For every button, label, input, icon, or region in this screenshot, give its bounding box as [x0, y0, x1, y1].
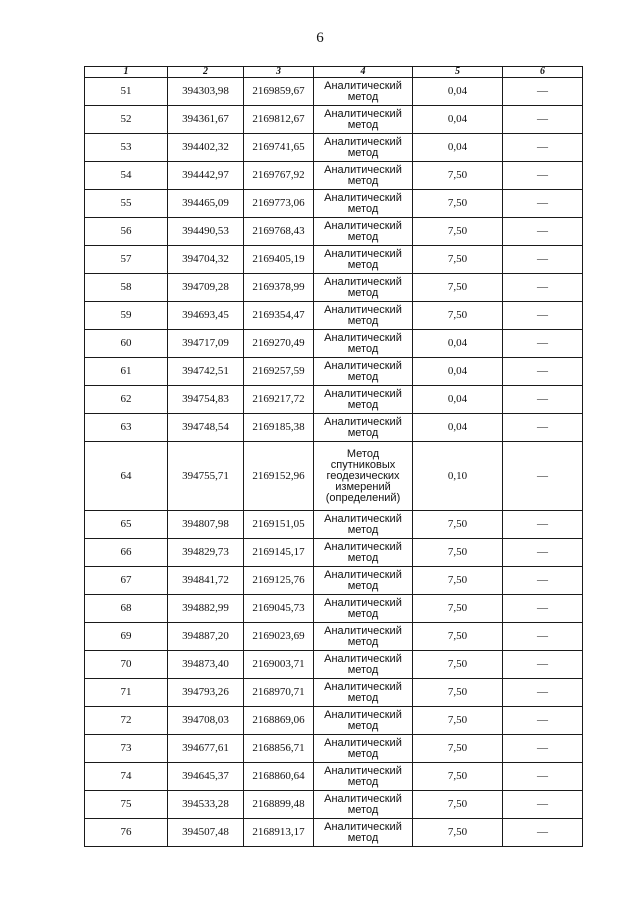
x-coordinate-cell: 394465,09: [168, 190, 244, 218]
table-row: [85, 735, 583, 763]
table-row: [85, 218, 583, 246]
method-cell: Аналитический метод: [314, 218, 413, 246]
table-row: [85, 190, 583, 218]
note-cell: —: [503, 106, 583, 134]
y-coordinate-cell: 2169768,43: [244, 218, 314, 246]
y-coordinate-cell: 2169354,47: [244, 302, 314, 330]
x-coordinate-cell: 394704,32: [168, 246, 244, 274]
x-coordinate-cell: 394873,40: [168, 651, 244, 679]
table-row: [85, 567, 583, 595]
x-coordinate-cell: 394717,09: [168, 330, 244, 358]
point-number-cell: 51: [85, 78, 168, 106]
note-cell: —: [503, 511, 583, 539]
point-number-cell: 62: [85, 386, 168, 414]
note-cell: —: [503, 623, 583, 651]
x-coordinate-cell: 394755,71: [168, 442, 244, 511]
x-coordinate-cell: 394693,45: [168, 302, 244, 330]
note-cell: —: [503, 539, 583, 567]
note-cell: —: [503, 707, 583, 735]
method-cell: Аналитический метод: [314, 358, 413, 386]
method-cell: Аналитический метод: [314, 595, 413, 623]
note-cell: —: [503, 358, 583, 386]
accuracy-cell: 0,04: [413, 134, 503, 162]
column-header: 3: [244, 67, 314, 78]
accuracy-cell: 7,50: [413, 819, 503, 847]
accuracy-cell: 0,04: [413, 414, 503, 442]
note-cell: —: [503, 386, 583, 414]
method-cell: Аналитический метод: [314, 735, 413, 763]
point-number-cell: 56: [85, 218, 168, 246]
y-coordinate-cell: 2169378,99: [244, 274, 314, 302]
note-cell: —: [503, 651, 583, 679]
table-row: [85, 539, 583, 567]
method-cell: Аналитический метод: [314, 819, 413, 847]
method-cell: Аналитический метод: [314, 78, 413, 106]
accuracy-cell: 7,50: [413, 162, 503, 190]
y-coordinate-cell: 2169003,71: [244, 651, 314, 679]
accuracy-cell: 7,50: [413, 218, 503, 246]
table-row: [85, 595, 583, 623]
table-row: [85, 386, 583, 414]
x-coordinate-cell: 394361,67: [168, 106, 244, 134]
point-number-cell: 68: [85, 595, 168, 623]
method-cell: Аналитический метод: [314, 679, 413, 707]
x-coordinate-cell: 394507,48: [168, 819, 244, 847]
point-number-cell: 53: [85, 134, 168, 162]
x-coordinate-cell: 394754,83: [168, 386, 244, 414]
point-number-cell: 54: [85, 162, 168, 190]
method-cell: Аналитический метод: [314, 330, 413, 358]
table-row: [85, 511, 583, 539]
y-coordinate-cell: 2169270,49: [244, 330, 314, 358]
table-row: [85, 819, 583, 847]
table-row: [85, 763, 583, 791]
column-header: 4: [314, 67, 413, 78]
y-coordinate-cell: 2169767,92: [244, 162, 314, 190]
accuracy-cell: 7,50: [413, 707, 503, 735]
method-cell: Аналитический метод: [314, 623, 413, 651]
method-cell: Аналитический метод: [314, 106, 413, 134]
accuracy-cell: 0,04: [413, 358, 503, 386]
table-row: [85, 791, 583, 819]
y-coordinate-cell: 2169741,65: [244, 134, 314, 162]
point-number-cell: 71: [85, 679, 168, 707]
accuracy-cell: 7,50: [413, 274, 503, 302]
method-cell: Аналитический метод: [314, 302, 413, 330]
y-coordinate-cell: 2168913,17: [244, 819, 314, 847]
table-row: [85, 651, 583, 679]
column-header: 5: [413, 67, 503, 78]
note-cell: —: [503, 246, 583, 274]
y-coordinate-cell: 2169125,76: [244, 567, 314, 595]
accuracy-cell: 7,50: [413, 302, 503, 330]
y-coordinate-cell: 2168869,06: [244, 707, 314, 735]
y-coordinate-cell: 2168970,71: [244, 679, 314, 707]
method-cell: Аналитический метод: [314, 539, 413, 567]
point-number-cell: 52: [85, 106, 168, 134]
method-cell: Аналитический метод: [314, 162, 413, 190]
y-coordinate-cell: 2168899,48: [244, 791, 314, 819]
coordinates-table: [84, 66, 583, 847]
x-coordinate-cell: 394882,99: [168, 595, 244, 623]
note-cell: —: [503, 595, 583, 623]
accuracy-cell: 0,04: [413, 78, 503, 106]
note-cell: —: [503, 330, 583, 358]
point-number-cell: 64: [85, 442, 168, 511]
accuracy-cell: 7,50: [413, 567, 503, 595]
y-coordinate-cell: 2169151,05: [244, 511, 314, 539]
accuracy-cell: 7,50: [413, 623, 503, 651]
point-number-cell: 65: [85, 511, 168, 539]
table-row: [85, 246, 583, 274]
column-header: 1: [85, 67, 168, 78]
note-cell: —: [503, 819, 583, 847]
x-coordinate-cell: 394829,73: [168, 539, 244, 567]
column-header: 6: [503, 67, 583, 78]
note-cell: —: [503, 78, 583, 106]
point-number-cell: 69: [85, 623, 168, 651]
method-cell: Аналитический метод: [314, 134, 413, 162]
note-cell: —: [503, 162, 583, 190]
note-cell: —: [503, 302, 583, 330]
accuracy-cell: 0,04: [413, 386, 503, 414]
accuracy-cell: 7,50: [413, 595, 503, 623]
table-row: [85, 134, 583, 162]
method-cell: Аналитический метод: [314, 567, 413, 595]
accuracy-cell: 7,50: [413, 791, 503, 819]
table-row: [85, 162, 583, 190]
accuracy-cell: 7,50: [413, 190, 503, 218]
y-coordinate-cell: 2169023,69: [244, 623, 314, 651]
accuracy-cell: 0,04: [413, 106, 503, 134]
point-number-cell: 76: [85, 819, 168, 847]
table-row: [85, 679, 583, 707]
point-number-cell: 61: [85, 358, 168, 386]
y-coordinate-cell: 2169145,17: [244, 539, 314, 567]
x-coordinate-cell: 394793,26: [168, 679, 244, 707]
x-coordinate-cell: 394303,98: [168, 78, 244, 106]
y-coordinate-cell: 2169045,73: [244, 595, 314, 623]
x-coordinate-cell: 394490,53: [168, 218, 244, 246]
point-number-cell: 60: [85, 330, 168, 358]
method-cell: Аналитический метод: [314, 414, 413, 442]
accuracy-cell: 0,10: [413, 442, 503, 511]
y-coordinate-cell: 2168860,64: [244, 763, 314, 791]
method-cell: Аналитический метод: [314, 707, 413, 735]
method-cell: Аналитический метод: [314, 246, 413, 274]
accuracy-cell: 7,50: [413, 511, 503, 539]
method-cell: Аналитический метод: [314, 190, 413, 218]
point-number-cell: 67: [85, 567, 168, 595]
accuracy-cell: 0,04: [413, 330, 503, 358]
y-coordinate-cell: 2169405,19: [244, 246, 314, 274]
note-cell: —: [503, 274, 583, 302]
accuracy-cell: 7,50: [413, 735, 503, 763]
note-cell: —: [503, 791, 583, 819]
method-cell: Метод спутниковых геодезических измерений (определений): [314, 442, 413, 511]
table-header-row: [85, 67, 583, 78]
method-cell: Аналитический метод: [314, 511, 413, 539]
accuracy-cell: 7,50: [413, 651, 503, 679]
point-number-cell: 72: [85, 707, 168, 735]
note-cell: —: [503, 679, 583, 707]
note-cell: —: [503, 442, 583, 511]
table-row: [85, 78, 583, 106]
point-number-cell: 58: [85, 274, 168, 302]
table-row: [85, 442, 583, 511]
point-number-cell: 59: [85, 302, 168, 330]
note-cell: —: [503, 735, 583, 763]
note-cell: —: [503, 190, 583, 218]
point-number-cell: 70: [85, 651, 168, 679]
table-row: [85, 106, 583, 134]
table-row: [85, 414, 583, 442]
method-cell: Аналитический метод: [314, 274, 413, 302]
x-coordinate-cell: 394708,03: [168, 707, 244, 735]
x-coordinate-cell: 394709,28: [168, 274, 244, 302]
x-coordinate-cell: 394645,37: [168, 763, 244, 791]
point-number-cell: 74: [85, 763, 168, 791]
y-coordinate-cell: 2169859,67: [244, 78, 314, 106]
method-cell: Аналитический метод: [314, 791, 413, 819]
note-cell: —: [503, 134, 583, 162]
note-cell: —: [503, 763, 583, 791]
method-cell: Аналитический метод: [314, 763, 413, 791]
point-number-cell: 75: [85, 791, 168, 819]
x-coordinate-cell: 394887,20: [168, 623, 244, 651]
point-number-cell: 57: [85, 246, 168, 274]
y-coordinate-cell: 2169152,96: [244, 442, 314, 511]
y-coordinate-cell: 2169257,59: [244, 358, 314, 386]
x-coordinate-cell: 394742,51: [168, 358, 244, 386]
note-cell: —: [503, 567, 583, 595]
x-coordinate-cell: 394807,98: [168, 511, 244, 539]
y-coordinate-cell: 2169773,06: [244, 190, 314, 218]
page-number: 6: [316, 30, 324, 46]
accuracy-cell: 7,50: [413, 246, 503, 274]
x-coordinate-cell: 394677,61: [168, 735, 244, 763]
point-number-cell: 55: [85, 190, 168, 218]
x-coordinate-cell: 394442,97: [168, 162, 244, 190]
point-number-cell: 63: [85, 414, 168, 442]
point-number-cell: 73: [85, 735, 168, 763]
note-cell: —: [503, 414, 583, 442]
accuracy-cell: 7,50: [413, 679, 503, 707]
accuracy-cell: 7,50: [413, 763, 503, 791]
table-row: [85, 358, 583, 386]
y-coordinate-cell: 2169217,72: [244, 386, 314, 414]
column-header: 2: [168, 67, 244, 78]
x-coordinate-cell: 394748,54: [168, 414, 244, 442]
table-body: [85, 78, 583, 847]
y-coordinate-cell: 2168856,71: [244, 735, 314, 763]
table-row: [85, 623, 583, 651]
method-cell: Аналитический метод: [314, 386, 413, 414]
table-row: [85, 330, 583, 358]
note-cell: —: [503, 218, 583, 246]
accuracy-cell: 7,50: [413, 539, 503, 567]
x-coordinate-cell: 394402,32: [168, 134, 244, 162]
point-number-cell: 66: [85, 539, 168, 567]
y-coordinate-cell: 2169812,67: [244, 106, 314, 134]
table-row: [85, 274, 583, 302]
x-coordinate-cell: 394533,28: [168, 791, 244, 819]
table-row: [85, 707, 583, 735]
x-coordinate-cell: 394841,72: [168, 567, 244, 595]
method-cell: Аналитический метод: [314, 651, 413, 679]
y-coordinate-cell: 2169185,38: [244, 414, 314, 442]
table-row: [85, 302, 583, 330]
